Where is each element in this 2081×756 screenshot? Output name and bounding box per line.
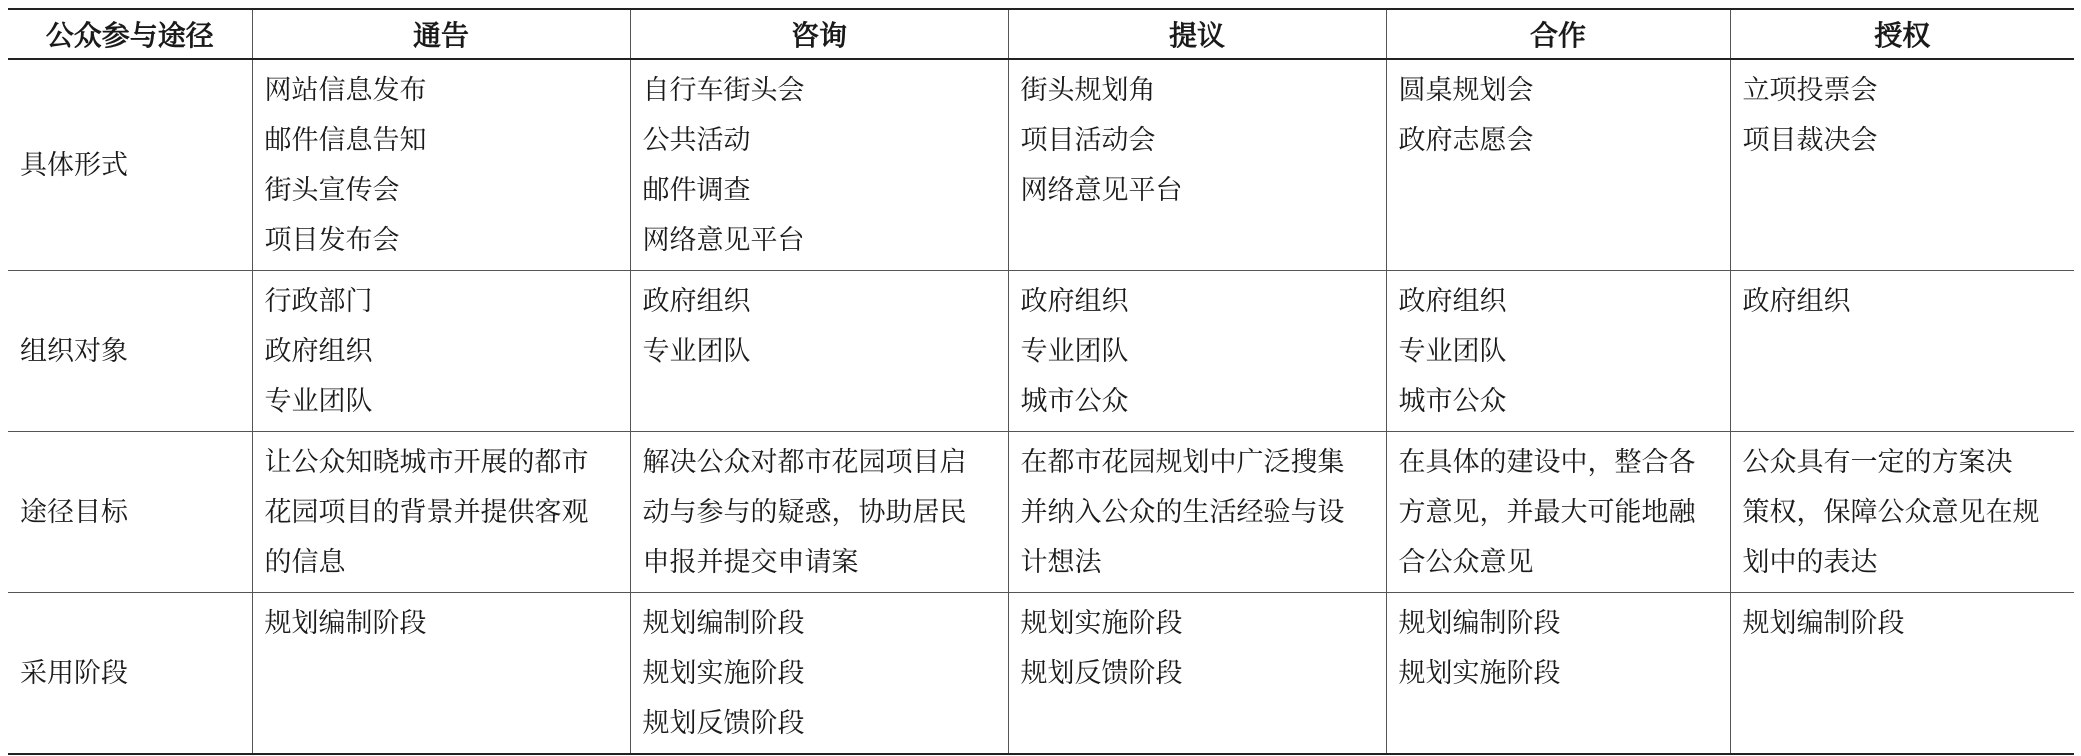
participation-table	[8, 8, 2074, 755]
cell-organizer-consult	[630, 271, 1008, 432]
cell-line: 网络意见平台	[642, 225, 805, 256]
cell-line: 规划反馈阶段	[1020, 658, 1183, 689]
header-cell-authorize: 授权	[1730, 9, 2074, 59]
cell-line: 政府组织	[1742, 286, 1851, 317]
cell-line: 专业团队	[642, 336, 751, 367]
header-cell-propose: 提议	[1008, 9, 1386, 59]
cell-stage-propose	[1008, 593, 1386, 755]
cell-stage-cooperate	[1386, 593, 1730, 755]
cell-line: 城市公众	[1398, 386, 1507, 417]
cell-line: 规划实施阶段	[642, 658, 805, 689]
cell-line: 申报并提交申请案	[642, 547, 859, 578]
table-row-goal	[8, 432, 2074, 593]
cell-form-propose	[1008, 59, 1386, 271]
cell-line: 邮件调查	[642, 175, 751, 206]
cell-form-cooperate	[1386, 59, 1730, 271]
cell-line: 合公众意见	[1398, 547, 1534, 578]
cell-line: 在具体的建设中，整合各	[1398, 447, 1696, 478]
cell-line: 公共活动	[642, 125, 751, 156]
table-body	[8, 59, 2074, 754]
cell-line: 街头规划角	[1020, 75, 1156, 106]
cell-stage-notice	[252, 593, 630, 755]
header-cell-cooperate: 合作	[1386, 9, 1730, 59]
row-label-form: 具体形式	[8, 59, 252, 271]
row-label-stage: 采用阶段	[8, 593, 252, 755]
cell-line: 的信息	[264, 547, 346, 578]
cell-line: 规划反馈阶段	[642, 708, 805, 739]
cell-line: 规划编制阶段	[1742, 608, 1905, 639]
cell-line: 规划实施阶段	[1020, 608, 1183, 639]
cell-stage-authorize	[1730, 593, 2074, 755]
cell-line: 动与参与的疑惑，协助居民	[642, 497, 967, 528]
cell-line: 街头宣传会	[264, 175, 400, 206]
cell-line: 解决公众对都市花园项目启	[642, 447, 967, 478]
cell-line: 项目裁决会	[1742, 125, 1878, 156]
cell-line: 政府志愿会	[1398, 125, 1534, 156]
cell-line: 城市公众	[1020, 386, 1129, 417]
cell-line: 政府组织	[642, 286, 751, 317]
cell-stage-consult	[630, 593, 1008, 755]
cell-line: 网站信息发布	[264, 75, 427, 106]
cell-line: 专业团队	[264, 386, 373, 417]
cell-line: 规划编制阶段	[642, 608, 805, 639]
cell-organizer-authorize	[1730, 271, 2074, 432]
cell-line: 邮件信息告知	[264, 125, 427, 156]
cell-form-notice	[252, 59, 630, 271]
cell-line: 网络意见平台	[1020, 175, 1183, 206]
cell-line: 项目发布会	[264, 225, 400, 256]
cell-organizer-notice	[252, 271, 630, 432]
participation-table-container	[8, 8, 2074, 755]
cell-goal-authorize	[1730, 432, 2074, 593]
cell-organizer-propose	[1008, 271, 1386, 432]
cell-line: 方意见，并最大可能地融	[1398, 497, 1696, 528]
cell-line: 政府组织	[1020, 286, 1129, 317]
cell-line: 政府组织	[264, 336, 373, 367]
table-row-stage	[8, 593, 2074, 755]
cell-line: 立项投票会	[1742, 75, 1878, 106]
cell-line: 专业团队	[1398, 336, 1507, 367]
cell-goal-cooperate	[1386, 432, 1730, 593]
cell-line: 圆桌规划会	[1398, 75, 1534, 106]
cell-line: 策权，保障公众意见在规	[1742, 497, 2040, 528]
table-row-form	[8, 59, 2074, 271]
header-cell-consult: 咨询	[630, 9, 1008, 59]
cell-organizer-cooperate	[1386, 271, 1730, 432]
cell-line: 花园项目的背景并提供客观	[264, 497, 589, 528]
cell-line: 政府组织	[1398, 286, 1507, 317]
cell-line: 在都市花园规划中广泛搜集	[1020, 447, 1345, 478]
header-row	[8, 9, 2074, 59]
cell-line: 项目活动会	[1020, 125, 1156, 156]
cell-line: 规划实施阶段	[1398, 658, 1561, 689]
cell-line: 专业团队	[1020, 336, 1129, 367]
row-label-organizer: 组织对象	[8, 271, 252, 432]
cell-line: 划中的表达	[1742, 547, 1878, 578]
cell-goal-propose	[1008, 432, 1386, 593]
row-label-goal: 途径目标	[8, 432, 252, 593]
header-cell-approach: 公众参与途径	[8, 9, 252, 59]
cell-goal-consult	[630, 432, 1008, 593]
cell-line: 让公众知晓城市开展的都市	[264, 447, 589, 478]
cell-line: 公众具有一定的方案决	[1742, 447, 2013, 478]
cell-line: 自行车街头会	[642, 75, 805, 106]
table-header	[8, 9, 2074, 59]
cell-line: 并纳入公众的生活经验与设	[1020, 497, 1345, 528]
cell-goal-notice	[252, 432, 630, 593]
cell-line: 行政部门	[264, 286, 373, 317]
table-row-organizer	[8, 271, 2074, 432]
cell-form-authorize	[1730, 59, 2074, 271]
cell-form-consult	[630, 59, 1008, 271]
cell-line: 规划编制阶段	[264, 608, 427, 639]
cell-line: 规划编制阶段	[1398, 608, 1561, 639]
cell-line: 计想法	[1020, 547, 1102, 578]
header-cell-notice: 通告	[252, 9, 630, 59]
